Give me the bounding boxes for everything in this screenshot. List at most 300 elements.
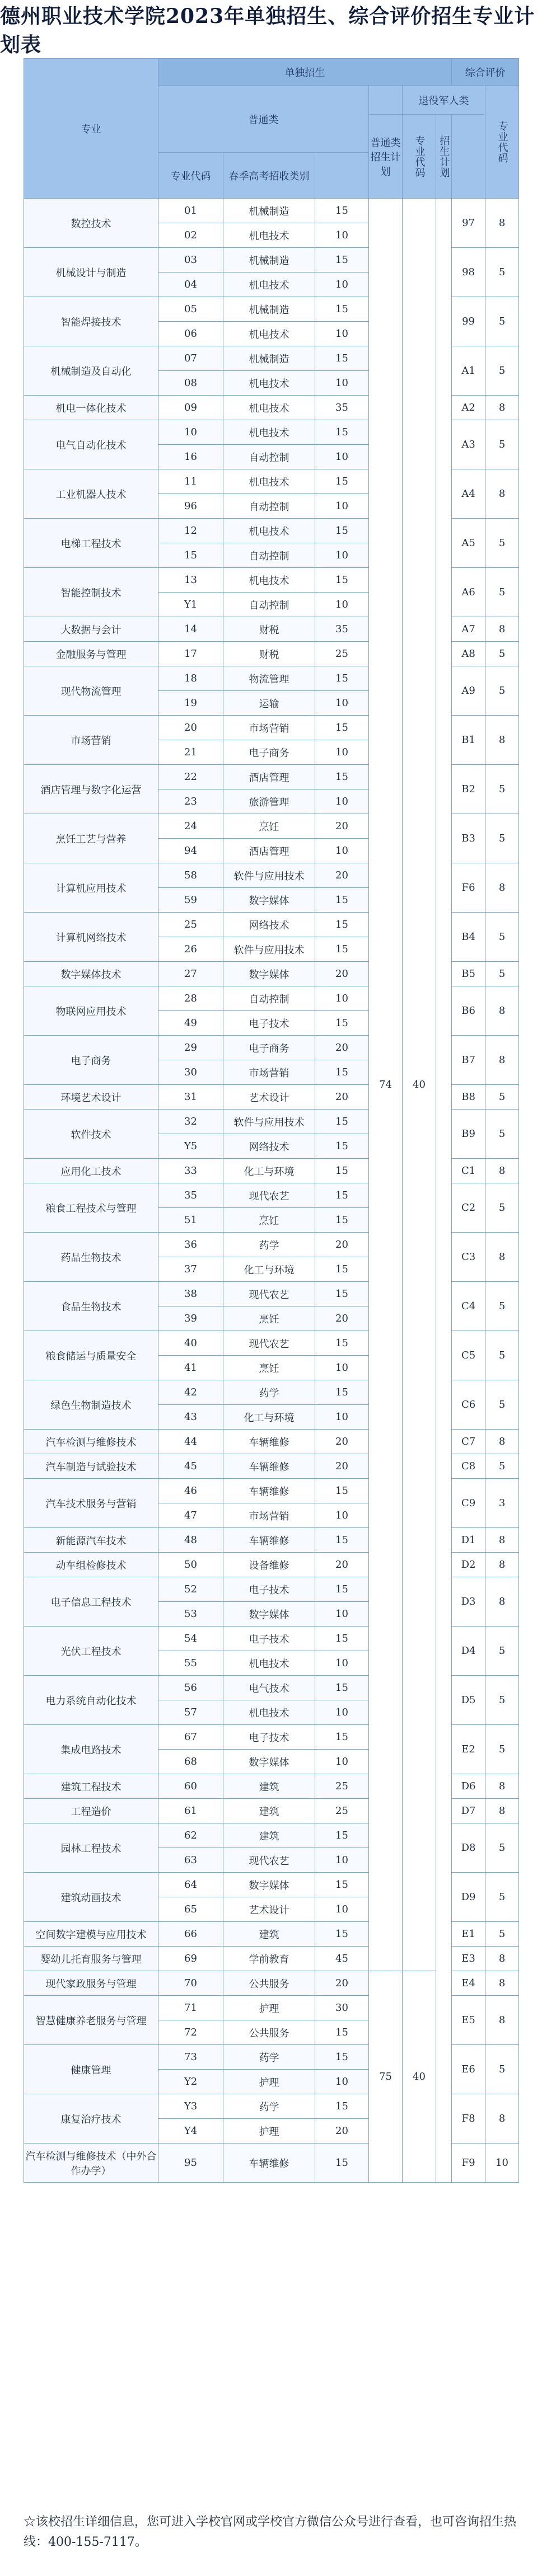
comp-code: E6 [452,2045,485,2094]
major-code: 27 [158,962,223,986]
col-header-blank [315,153,369,199]
regular-quota: 15 [315,519,369,543]
exam-category: 机电技术 [223,568,315,593]
exam-category: 数字媒体 [223,888,315,913]
comp-code: C9 [452,1479,485,1528]
comp-code: D6 [452,1774,485,1799]
regular-quota: 45 [315,1947,369,1971]
major-code: 21 [158,740,223,765]
comp-quota: 5 [485,1183,519,1233]
exam-category: 化工与环境 [223,1257,315,1282]
exam-category: 设备维修 [223,1553,315,1577]
regular-quota: 15 [315,913,369,937]
exam-category: 酒店管理 [223,839,315,863]
exam-category: 电子商务 [223,1036,315,1060]
regular-quota: 25 [315,642,369,666]
major-code: 22 [158,765,223,789]
major-name: 机械设计与制造 [24,248,158,297]
regular-quota: 15 [315,1331,369,1356]
major-name: 电梯工程技术 [24,519,158,568]
major-code: Y4 [158,2119,223,2143]
comp-quota: 8 [485,986,519,1036]
exam-category: 机电技术 [223,371,315,396]
major-code: 40 [158,1331,223,1356]
enrollment-plan-table [24,58,519,2183]
exam-category: 护理 [223,2119,315,2143]
exam-category: 建筑 [223,1774,315,1799]
major-name: 现代家政服务与管理 [24,1971,158,1996]
comp-code: D8 [452,1823,485,1873]
comp-code: A4 [452,469,485,519]
major-code: 38 [158,1282,223,1306]
header-regular: 普通类 [158,86,369,153]
exam-category: 财税 [223,617,315,642]
exam-category: 车辆维修 [223,1430,315,1454]
exam-category: 自动控制 [223,593,315,617]
regular-quota: 10 [315,272,369,297]
exam-category: 机电技术 [223,396,315,420]
major-code: 12 [158,519,223,543]
col-header-vet-code: 专业代码 [403,115,436,199]
exam-category: 机电技术 [223,322,315,346]
exam-category: 车辆维修 [223,2143,315,2183]
major-code: 71 [158,1996,223,2020]
regular-quota: 15 [315,1134,369,1159]
major-name: 机械制造及自动化 [24,346,158,396]
comp-code: 97 [452,199,485,248]
exam-category: 软件与应用技术 [223,937,315,962]
major-name: 工业机器人技术 [24,469,158,519]
comp-code: D1 [452,1528,485,1553]
comp-quota: 8 [485,1553,519,1577]
major-name: 大数据与会计 [24,617,158,642]
exam-category: 机电技术 [223,519,315,543]
exam-category: 建筑 [223,1922,315,1947]
comp-quota: 8 [485,2094,519,2143]
major-code: 94 [158,839,223,863]
header-single-enroll: 单独招生 [158,59,452,86]
comp-quota: 5 [485,1725,519,1774]
regular-quota: 10 [315,371,369,396]
regular-quota: 10 [315,1405,369,1430]
regular-quota: 15 [315,2020,369,2045]
exam-category: 软件与应用技术 [223,1110,315,1134]
exam-category: 护理 [223,2070,315,2094]
exam-category: 网络技术 [223,913,315,937]
regular-quota: 10 [315,1356,369,1380]
regular-quota: 15 [315,1257,369,1282]
veteran-code: 75 [369,1971,403,2183]
comp-code: B3 [452,814,485,863]
regular-quota: 10 [315,1700,369,1725]
major-code: 67 [158,1725,223,1750]
regular-quota: 20 [315,1036,369,1060]
exam-category: 建筑 [223,1799,315,1823]
major-code: 39 [158,1306,223,1331]
exam-category: 软件与应用技术 [223,863,315,888]
regular-quota: 30 [315,1996,369,2020]
header-veteran: 退役军人类 [403,86,485,115]
exam-category: 现代农艺 [223,1331,315,1356]
comp-code: C3 [452,1233,485,1282]
regular-quota: 10 [315,593,369,617]
col-header-vet-quota: 招生计划 [436,115,452,199]
regular-quota: 15 [315,1676,369,1700]
comp-code: A6 [452,568,485,617]
exam-category: 现代农艺 [223,1848,315,1873]
exam-category: 电子技术 [223,1011,315,1036]
major-code: 18 [158,666,223,691]
regular-quota: 15 [315,1208,369,1233]
major-code: 96 [158,494,223,519]
major-code: 63 [158,1848,223,1873]
comp-quota: 3 [485,1479,519,1528]
major-name: 应用化工技术 [24,1159,158,1183]
major-code: 66 [158,1922,223,1947]
exam-category: 电子技术 [223,1577,315,1602]
major-name: 婴幼儿托育服务与管理 [24,1947,158,1971]
comp-quota: 5 [485,814,519,863]
comp-code: E3 [452,1947,485,1971]
comp-quota: 5 [485,962,519,986]
regular-quota: 15 [315,1528,369,1553]
major-name: 新能源汽车技术 [24,1528,158,1553]
major-name: 汽车制造与试验技术 [24,1454,158,1479]
veteran-quota: 40 [403,1971,436,2183]
regular-quota: 15 [315,716,369,740]
comp-code: C2 [452,1183,485,1233]
exam-category: 学前教育 [223,1947,315,1971]
comp-quota: 8 [485,863,519,913]
comp-quota: 8 [485,1036,519,1085]
regular-quota: 15 [315,420,369,445]
regular-quota: 25 [315,1774,369,1799]
exam-category: 网络技术 [223,1134,315,1159]
exam-category: 现代农艺 [223,1183,315,1208]
exam-category: 机电技术 [223,223,315,248]
major-code: 62 [158,1823,223,1848]
major-code: 41 [158,1356,223,1380]
major-name: 计算机网络技术 [24,913,158,962]
col-header-spacer [452,115,485,199]
col-header-comp-code: 专业代码 [485,86,519,199]
major-name: 康复治疗技术 [24,2094,158,2143]
comp-code: D9 [452,1873,485,1922]
regular-quota: 10 [315,1750,369,1774]
comp-quota: 5 [485,1823,519,1873]
regular-quota: 15 [315,1110,369,1134]
exam-category: 自动控制 [223,543,315,568]
regular-quota: 10 [315,223,369,248]
major-code: 23 [158,789,223,814]
major-name: 园林工程技术 [24,1823,158,1873]
major-code: 36 [158,1233,223,1257]
major-code: 73 [158,2045,223,2070]
major-name: 空间数字建模与应用技术 [24,1922,158,1947]
comp-code: E1 [452,1922,485,1947]
major-code: 47 [158,1503,223,1528]
exam-category: 机械制造 [223,199,315,223]
exam-category: 护理 [223,1996,315,2020]
regular-quota: 35 [315,396,369,420]
exam-category: 运输 [223,691,315,716]
comp-quota: 5 [485,1922,519,1947]
major-code: 72 [158,2020,223,2045]
major-code: 28 [158,986,223,1011]
comp-quota: 5 [485,1380,519,1430]
major-name: 食品生物技术 [24,1282,158,1331]
veteran-code: 74 [369,199,403,1971]
major-name: 汽车检测与维修技术 [24,1430,158,1454]
major-name: 酒店管理与数字化运营 [24,765,158,814]
comp-code: 99 [452,297,485,346]
comp-code: A2 [452,396,485,420]
regular-quota: 35 [315,617,369,642]
major-code: 04 [158,272,223,297]
major-code: 51 [158,1208,223,1233]
comp-quota: 10 [485,2143,519,2183]
regular-quota: 15 [315,765,369,789]
major-code: 52 [158,1577,223,1602]
comp-code: F8 [452,2094,485,2143]
exam-category: 机电技术 [223,1700,315,1725]
major-name: 烹饪工艺与营养 [24,814,158,863]
comp-quota: 5 [485,1676,519,1725]
exam-category: 市场营销 [223,1060,315,1085]
comp-code: C6 [452,1380,485,1430]
major-code: 05 [158,297,223,322]
major-name: 电力系统自动化技术 [24,1676,158,1725]
major-name: 电子商务 [24,1036,158,1085]
comp-code: C5 [452,1331,485,1380]
page-title: 德州职业技术学院2023年单独招生、综合评价招生专业计划表 [0,4,535,57]
col-header-category: 春季高考招收类别 [223,153,315,199]
comp-code: A1 [452,346,485,396]
comp-quota: 5 [485,642,519,666]
regular-quota: 15 [315,1183,369,1208]
comp-quota: 8 [485,199,519,248]
regular-quota: 10 [315,740,369,765]
major-code: 25 [158,913,223,937]
regular-quota: 10 [315,322,369,346]
regular-quota: 10 [315,1897,369,1922]
regular-quota: 10 [315,494,369,519]
major-name: 数字媒体技术 [24,962,158,986]
major-code: 70 [158,1971,223,1996]
major-code: 30 [158,1060,223,1085]
comp-quota: 5 [485,1085,519,1110]
comp-quota: 5 [485,1454,519,1479]
regular-quota: 10 [315,1503,369,1528]
footnote: ☆该校招生详细信息，您可进入学校官网或学校官方微信公众号进行查看，也可咨询招生热线：400-155-7117。 [24,2515,517,2549]
comp-code: D4 [452,1627,485,1676]
comp-quota: 8 [485,1996,519,2045]
major-code: 11 [158,469,223,494]
regular-quota: 15 [315,1380,369,1405]
table-row [24,199,519,223]
major-code: Y3 [158,2094,223,2119]
major-code: 33 [158,1159,223,1183]
exam-category: 药学 [223,1380,315,1405]
exam-category: 机电技术 [223,272,315,297]
exam-category: 烹饪 [223,814,315,839]
exam-category: 烹饪 [223,1356,315,1380]
exam-category: 车辆维修 [223,1528,315,1553]
comp-code: A5 [452,519,485,568]
exam-category: 烹饪 [223,1208,315,1233]
major-code: 42 [158,1380,223,1405]
exam-category: 电子技术 [223,1725,315,1750]
major-code: 54 [158,1627,223,1651]
exam-category: 自动控制 [223,494,315,519]
exam-category: 化工与环境 [223,1405,315,1430]
comp-quota: 5 [485,1282,519,1331]
regular-quota: 15 [315,568,369,593]
regular-quota: 15 [315,346,369,371]
major-name: 物联网应用技术 [24,986,158,1036]
exam-category: 化工与环境 [223,1159,315,1183]
comp-code: F9 [452,2143,485,2183]
major-name: 汽车技术服务与营销 [24,1479,158,1528]
major-code: 61 [158,1799,223,1823]
comp-code: D2 [452,1553,485,1577]
major-code: 65 [158,1897,223,1922]
major-name: 动车组检修技术 [24,1553,158,1577]
veteran-spacer [436,199,452,2183]
exam-category: 数字媒体 [223,962,315,986]
major-code: Y1 [158,593,223,617]
comp-code: C4 [452,1282,485,1331]
comp-quota: 5 [485,1110,519,1159]
regular-quota: 15 [315,1725,369,1750]
major-name: 电子信息工程技术 [24,1577,158,1627]
regular-quota: 20 [315,1553,369,1577]
major-name: 集成电路技术 [24,1725,158,1774]
exam-category: 酒店管理 [223,765,315,789]
major-code: 57 [158,1700,223,1725]
comp-code: D7 [452,1799,485,1823]
regular-quota: 15 [315,1627,369,1651]
major-name: 智能焊接技术 [24,297,158,346]
regular-quota: 15 [315,888,369,913]
major-name: 健康管理 [24,2045,158,2094]
major-code: 29 [158,1036,223,1060]
exam-category: 烹饪 [223,1306,315,1331]
major-code: 64 [158,1873,223,1897]
exam-category: 物流管理 [223,666,315,691]
major-code: 31 [158,1085,223,1110]
major-code: Y5 [158,1134,223,1159]
exam-category: 机械制造 [223,346,315,371]
exam-category: 现代农艺 [223,1282,315,1306]
comp-code: E2 [452,1725,485,1774]
comp-code: C8 [452,1454,485,1479]
exam-category: 机械制造 [223,248,315,272]
major-name: 汽车检测与维修技术（中外合作办学） [24,2143,158,2183]
major-code: 01 [158,199,223,223]
comp-code: B1 [452,716,485,765]
comp-quota: 5 [485,568,519,617]
regular-quota: 15 [315,1823,369,1848]
major-name: 粮食储运与质量安全 [24,1331,158,1380]
regular-quota: 20 [315,962,369,986]
comp-code: A8 [452,642,485,666]
exam-category: 药学 [223,2045,315,2070]
comp-quota: 8 [485,396,519,420]
regular-quota: 20 [315,1306,369,1331]
exam-category: 数字媒体 [223,1602,315,1627]
major-name: 药品生物技术 [24,1233,158,1282]
major-code: 06 [158,322,223,346]
exam-category: 车辆维修 [223,1454,315,1479]
col-header-code: 专业代码 [158,153,223,199]
regular-quota: 15 [315,248,369,272]
exam-category: 公共服务 [223,2020,315,2045]
major-code: Y2 [158,2070,223,2094]
comp-quota: 8 [485,469,519,519]
header-regular-quota [369,86,403,115]
major-code: 48 [158,1528,223,1553]
major-code: 53 [158,1602,223,1627]
regular-quota: 15 [315,1577,369,1602]
exam-category: 机械制造 [223,297,315,322]
major-name: 光伏工程技术 [24,1627,158,1676]
exam-category: 市场营销 [223,1503,315,1528]
comp-quota: 8 [485,1233,519,1282]
regular-quota: 25 [315,1799,369,1823]
regular-quota: 15 [315,1282,369,1306]
major-name: 计算机应用技术 [24,863,158,913]
comp-quota: 8 [485,1799,519,1823]
regular-quota: 15 [315,1060,369,1085]
major-code: 35 [158,1183,223,1208]
major-code: 24 [158,814,223,839]
comp-quota: 5 [485,1331,519,1380]
comp-quota: 5 [485,913,519,962]
regular-quota: 15 [315,2045,369,2070]
comp-code: D5 [452,1676,485,1725]
regular-quota: 10 [315,543,369,568]
major-name: 绿色生物制造技术 [24,1380,158,1430]
regular-quota: 10 [315,691,369,716]
major-code: 37 [158,1257,223,1282]
comp-code: C1 [452,1159,485,1183]
regular-quota: 20 [315,863,369,888]
major-code: 15 [158,543,223,568]
comp-quota: 8 [485,1971,519,1996]
comp-code: C7 [452,1430,485,1454]
regular-quota: 20 [315,1233,369,1257]
major-code: 19 [158,691,223,716]
comp-quota: 5 [485,519,519,568]
comp-code: A7 [452,617,485,642]
regular-quota: 15 [315,2143,369,2183]
comp-quota: 8 [485,1159,519,1183]
regular-quota: 15 [315,199,369,223]
major-code: 50 [158,1553,223,1577]
comp-quota: 8 [485,617,519,642]
comp-quota: 5 [485,1873,519,1922]
comp-code: A9 [452,666,485,716]
regular-quota: 15 [315,297,369,322]
exam-category: 旅游管理 [223,789,315,814]
regular-quota: 10 [315,839,369,863]
exam-category: 自动控制 [223,445,315,469]
comp-code: B5 [452,962,485,986]
major-code: 32 [158,1110,223,1134]
major-code: 58 [158,863,223,888]
major-code: 45 [158,1454,223,1479]
